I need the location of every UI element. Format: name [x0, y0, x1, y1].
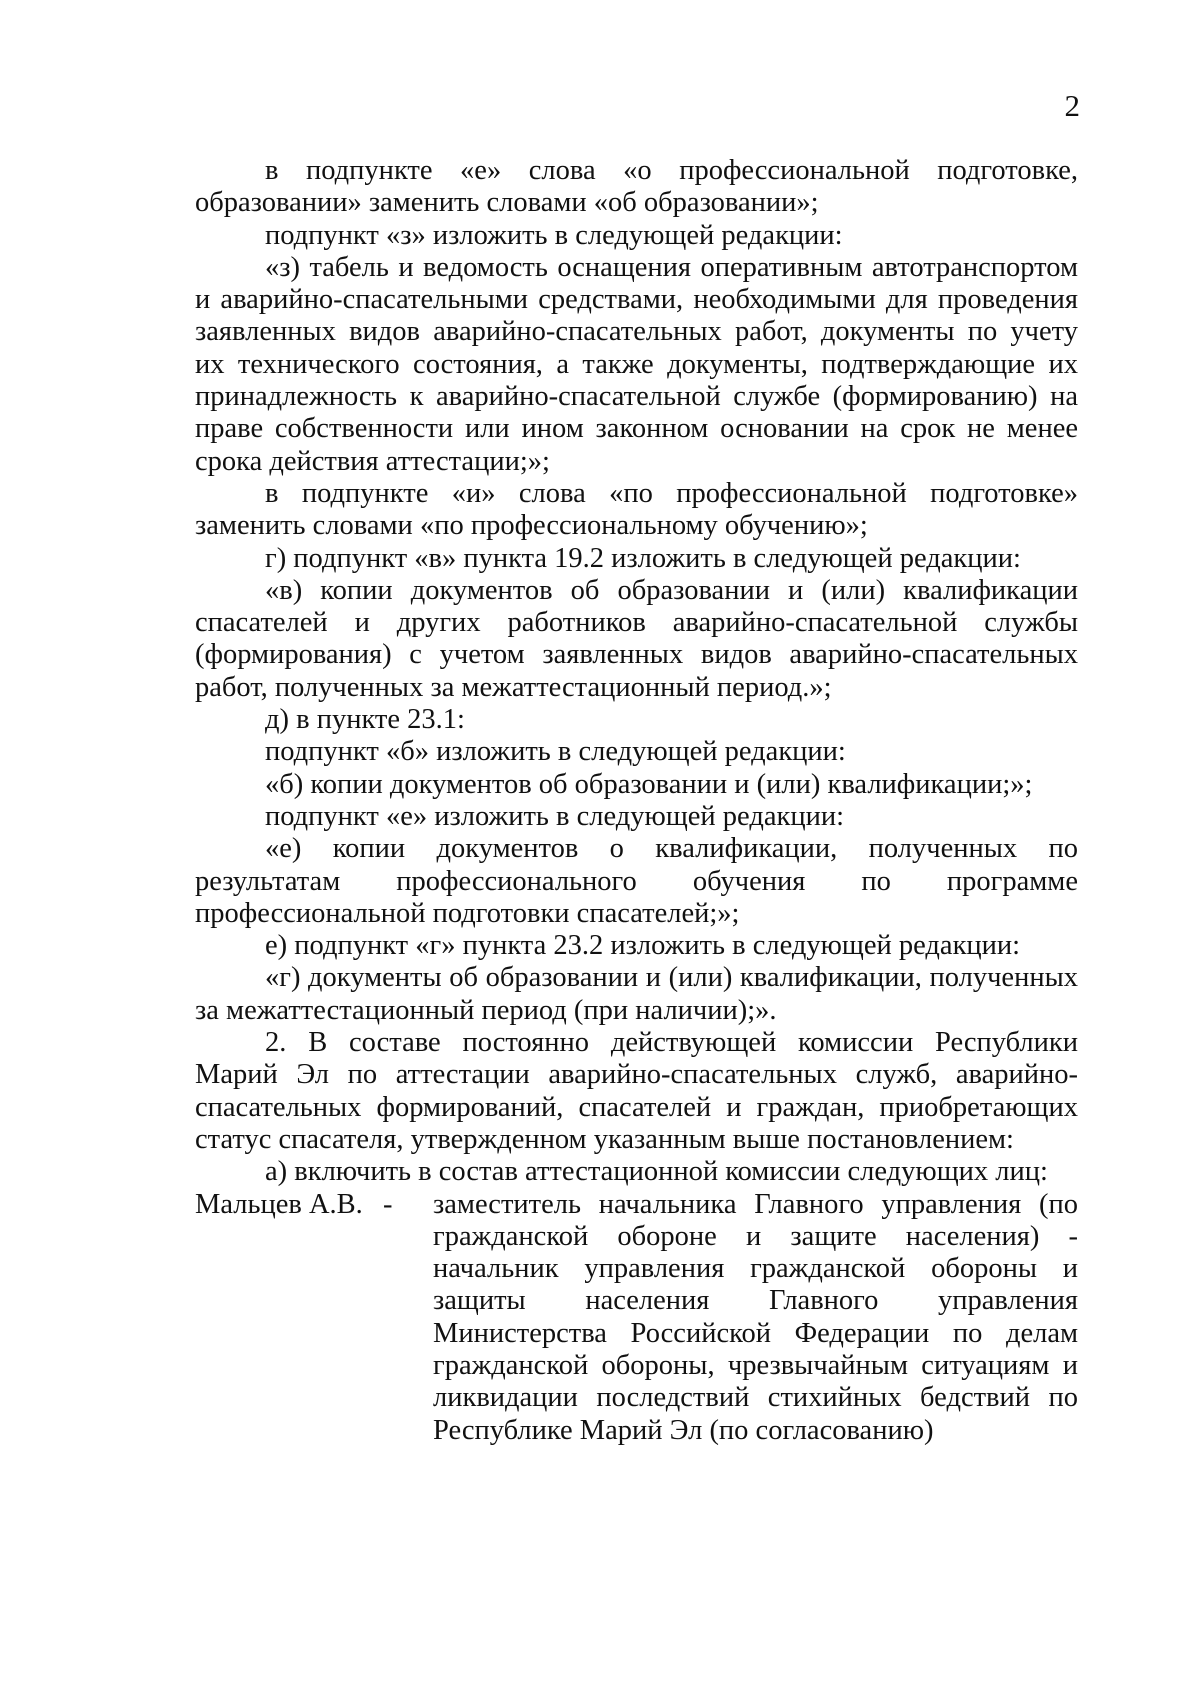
paragraph: подпункт «з» изложить в следующей редакции:: [265, 219, 843, 251]
paragraph: подпункт «е» изложить в следующей редакции:: [265, 800, 844, 832]
paragraph: «в) копии документов об образовании и (или) квалификации спасателей и других работников аварийно-спасательной службы (формирования) с учетом заявленных видов аварийно-спасательных работ, полученных за межаттестационный период.»;: [195, 574, 1078, 703]
paragraph: в подпункте «и» слова «по профессиональной подготовке» заменить словами «по профессиональному обучению»;: [195, 477, 1078, 542]
paragraph: в подпункте «е» слова «о профессиональной подготовке, образовании» заменить словами «об образовании»;: [195, 155, 1078, 219]
paragraph: г) подпункт «в» пункта 19.2 изложить в следующей редакции:: [265, 542, 1021, 574]
paragraph: е) подпункт «г» пункта 23.2 изложить в следующей редакции:: [265, 930, 1021, 962]
commission-member-entry: [195, 1189, 1078, 1447]
paragraph: а) включить в состав аттестационной комиссии следующих лиц:: [265, 1156, 1048, 1188]
member-dash: -: [383, 1188, 393, 1220]
paragraph: «з) табель и ведомость оснащения оперативным автотранспортом и аварийно-спасательными средствами, необходимыми для проведения заявленных видов аварийно-спасательных работ, документы по учету их технического состояния, а также документы, подтверждающие их принадлежность к аварийно-спасательной службе (формированию) на праве собственности или ином законном основании на срок не менее срока действия аттестации;»;: [195, 251, 1078, 477]
paragraph: д) в пункте 23.1:: [265, 704, 465, 736]
paragraph: подпункт «б» изложить в следующей редакции:: [265, 736, 846, 768]
member-name: Мальцев А.В.: [195, 1188, 363, 1220]
paragraph: «е) копии документов о квалификации, полученных по результатам профессионального обучения по программе профессиональной подготовки спасателей;»;: [195, 833, 1078, 929]
paragraph: «г) документы об образовании и (или) квалификации, полученных за межаттестационный период (при наличии);».: [195, 962, 1078, 1026]
page-number: 2: [1064, 88, 1080, 123]
paragraph: «б) копии документов об образовании и (или) квалификации;»;: [265, 768, 1033, 800]
document-body: [195, 155, 1078, 1447]
member-position: заместитель начальника Главного управления (по гражданской обороне и защите населения) - начальник управления гражданской обороны и защиты населения Главного управления Министерства Российской Федерации по делам гражданской обороны, чрезвычайным ситуациям и ликвидации последствий стихийных бедствий по Республике Марий Эл (по согласованию): [433, 1188, 1078, 1446]
paragraph: 2. В составе постоянно действующей комиссии Республики Марий Эл по аттестации аварийно-спасательных служб, аварийно-спасательных формирований, спасателей и граждан, приобретающих статус спасателя, утвержденном указанным выше постановлением:: [195, 1027, 1078, 1155]
